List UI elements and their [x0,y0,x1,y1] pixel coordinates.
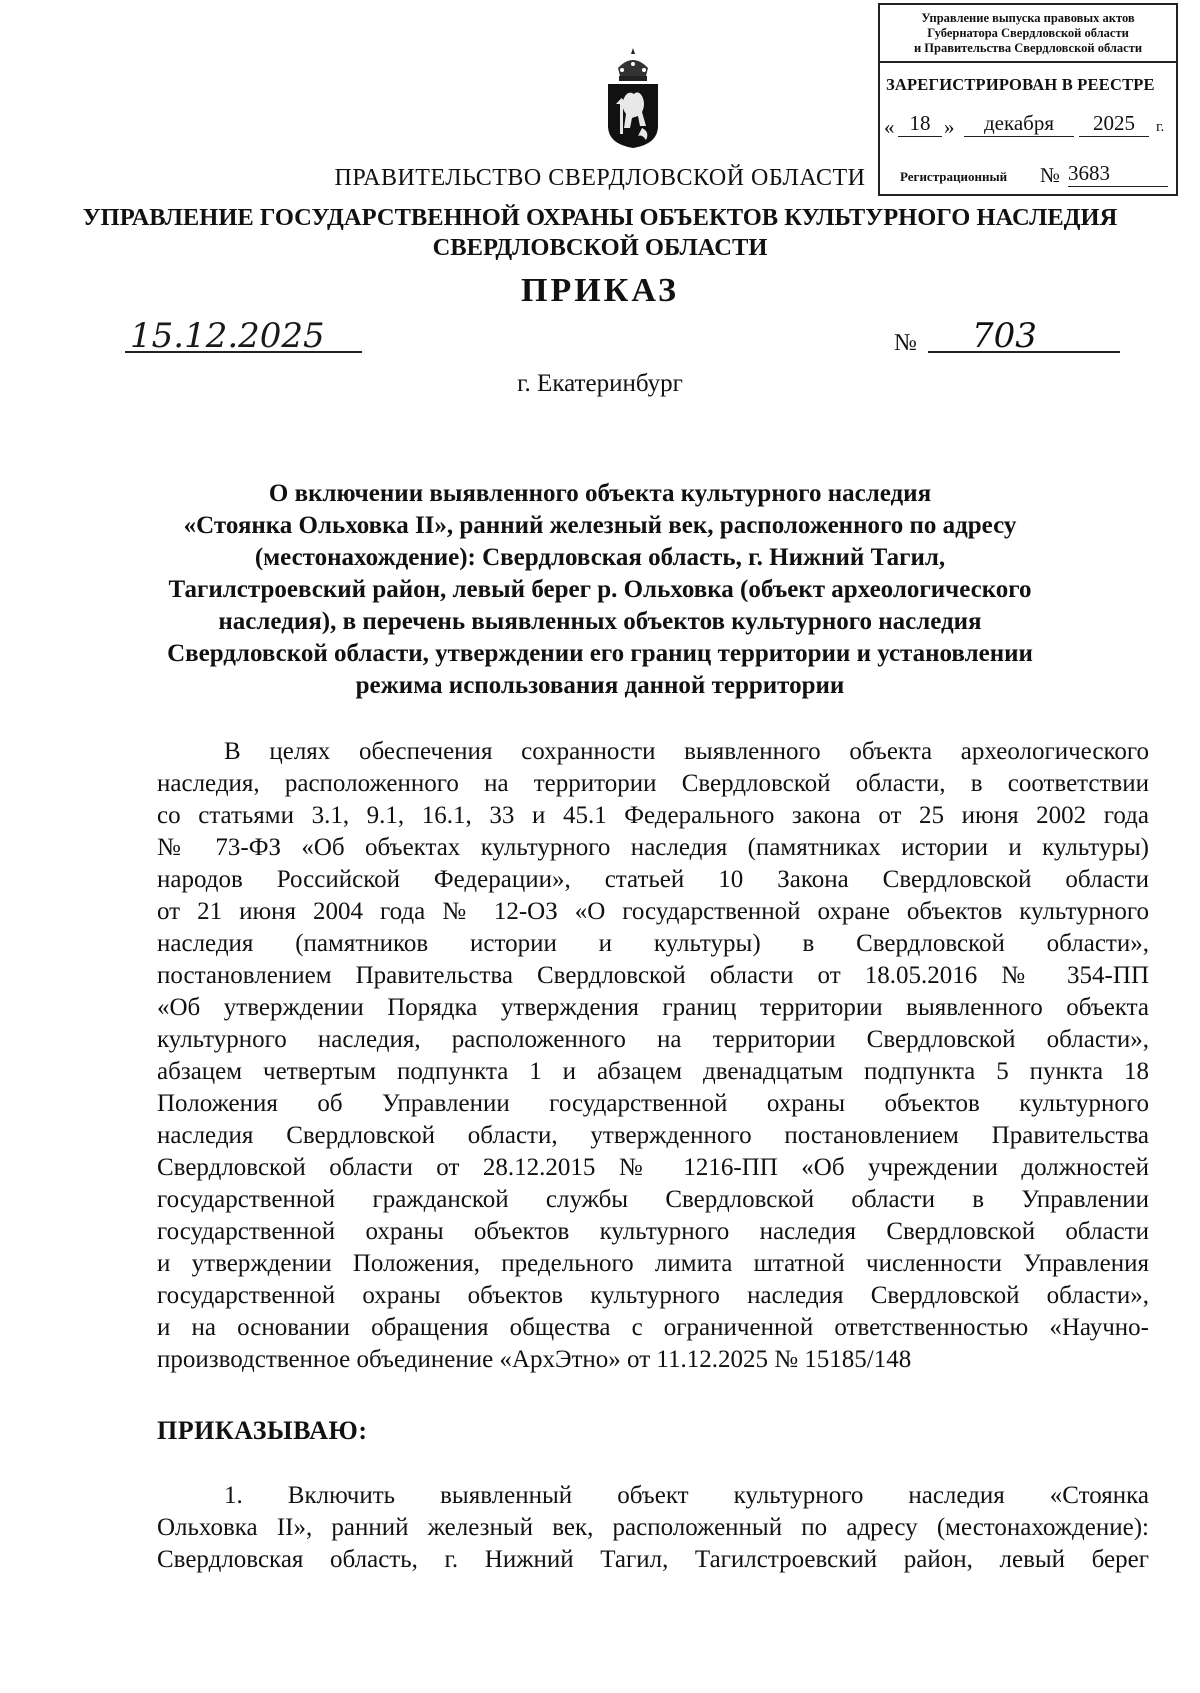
order-point-1 [157,1480,1149,1576]
subject-line: (местонахождение): Свердловская область, г. Нижний Тагил, [254,544,946,571]
order-subject [150,478,1050,702]
point-line: 1. Включить выявленный объект культурного наследия «Стоянка [224,1482,1149,1509]
coat-of-arms-icon [602,46,664,150]
body-line: наследия Свердловской области, утвержденного постановлением Правительства [157,1122,1149,1149]
body-line: и утверждении Положения, предельного лимита штатной численности Управления [157,1250,1149,1277]
body-line: № 73-ФЗ «Об объектах культурного наследия (памятниках истории и культуры) [157,834,1149,861]
subject-line: режима использования данной территории [355,672,845,699]
order-number: 703 [972,316,1037,356]
subject-line: наследия), в перечень выявленных объектов культурного наследия [218,608,982,635]
document-type: ПРИКАЗ [521,272,679,309]
body-line: со статьями 3.1, 9.1, 16.1, 33 и 45.1 Федерального закона от 25 июня 2002 года [157,802,1149,829]
subject-line: Свердловской области, утверждении его границ территории и установлении [167,640,1033,667]
point-line: Свердловская область, г. Нижний Тагил, Тагилстроевский район, левый берег [157,1546,1149,1573]
department-title-line: УПРАВЛЕНИЕ ГОСУДАРСТВЕННОЙ ОХРАНЫ ОБЪЕКТОВ КУЛЬТУРНОГО НАСЛЕДИЯ [82,204,1118,231]
body-line: культурного наследия, расположенного на территории Свердловской области», [157,1026,1149,1053]
stamp-reg-number: 3683 [1068,161,1168,187]
stamp-month: декабря [964,111,1074,137]
stamp-header-line: и Правительства Свердловской области [913,41,1143,55]
order-date: 15.12.2025 [130,316,325,356]
preamble-paragraph [157,736,1149,1376]
body-line: и на основании обращения общества с ограниченной ответственностью «Научно- [157,1314,1149,1341]
subject-line: «Стоянка Ольховка II», ранний железный век, расположенного по адресу [183,512,1017,539]
city: г. Екатеринбург [517,370,683,397]
date-underline [125,351,362,353]
stamp-year-suffix: г. [1156,119,1165,135]
stamp-quote-close: » [944,115,955,139]
body-line: от 21 июня 2004 года № 12-ОЗ «О государственной охране объектов культурного [157,898,1149,925]
subject-line: Тагилстроевский район, левый берег р. Ольховка (объект археологического [168,576,1032,603]
body-line: В целях обеспечения сохранности выявленного объекта археологического [224,738,1149,765]
government-title: ПРАВИТЕЛЬСТВО СВЕРДЛОВСКОЙ ОБЛАСТИ [334,165,866,191]
stamp-registered-label: ЗАРЕГИСТРИРОВАН В РЕЕСТРЕ [886,75,1155,94]
stamp-date-row [884,111,1174,141]
stamp-day: 18 [898,111,942,137]
body-line: наследия, расположенного на территории Свердловской области, в соответствии [157,770,1149,797]
body-line: постановлением Правительства Свердловской области от 18.05.2016 № 354-ПП [157,962,1149,989]
order-number-sign: № [894,330,917,356]
body-line: Свердловской области от 28.12.2015 № 1216-ПП «Об учреждении должностей [157,1154,1149,1181]
stamp-header [880,5,1176,63]
subject-line: О включении выявленного объекта культурного наследия [268,480,932,507]
body-line: Положения об Управлении государственной охраны объектов культурного [157,1090,1149,1117]
department-title-line: СВЕРДЛОВСКОЙ ОБЛАСТИ [432,234,768,261]
body-line: государственной охраны объектов культурного наследия Свердловской области [157,1218,1149,1245]
order-command: ПРИКАЗЫВАЮ: [157,1416,368,1445]
stamp-reg-number-label: Регистрационный [900,169,1008,184]
point-line: Ольховка II», ранний железный век, расположенный по адресу (местонахождение): [157,1514,1149,1541]
body-line: производственное объединение «АрхЭтно» от 11.12.2025 № 15185/148 [157,1346,912,1373]
stamp-quote-open: « [884,115,895,139]
body-line: государственной охраны объектов культурного наследия Свердловской области», [157,1282,1149,1309]
stamp-number-sign: № [1040,163,1061,187]
department-title [0,203,1200,263]
body-line: абзацем четвертым подпункта 1 и абзацем двенадцатым подпункта 5 пункта 18 [157,1058,1149,1085]
body-line: государственной гражданской службы Свердловской области в Управлении [157,1186,1149,1213]
stamp-year: 2025 [1079,111,1149,137]
body-line: «Об утверждении Порядка утверждения границ территории выявленного объекта [157,994,1149,1021]
body-line: народов Российской Федерации», статьей 10 Закона Свердловской области [157,866,1149,893]
stamp-header-line: Губернатора Свердловской области [927,26,1129,40]
stamp-header-line: Управление выпуска правовых актов [921,11,1135,25]
number-underline [928,351,1120,353]
body-line: наследия (памятников истории и культуры) в Свердловской области», [157,930,1149,957]
